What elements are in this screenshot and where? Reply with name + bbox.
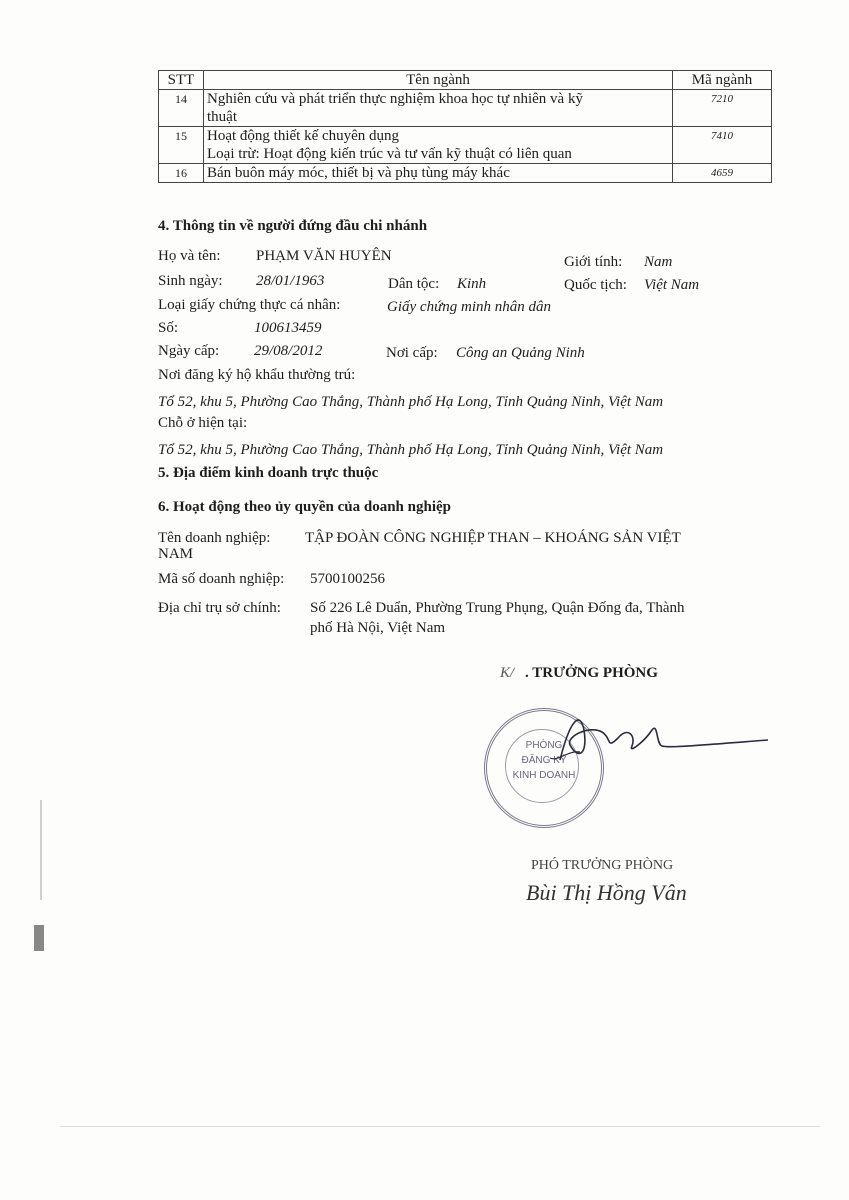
ethnic-value: Kinh: [457, 276, 487, 292]
stamp-line1: PHÒNG: [525, 740, 563, 751]
scan-bottom-line: [60, 1126, 820, 1127]
gender-value: Nam: [644, 254, 673, 270]
current-address-label: Chỗ ở hiện tại:: [158, 415, 248, 431]
signature-prefix: K/: [500, 665, 515, 681]
scan-edge-mark: [40, 800, 42, 900]
signature-scribble: [540, 700, 770, 780]
row-stt: 15: [159, 127, 204, 164]
taxcode-label: Mã số doanh nghiệp:: [158, 571, 285, 587]
section4-heading: 4. Thông tin về người đứng đầu chi nhánh: [158, 218, 428, 234]
issue-place-label: Nơi cấp:: [386, 345, 438, 361]
header-code: Mã ngành: [673, 71, 772, 90]
dob-value: 28/01/1963: [256, 273, 325, 289]
header-stt: STT: [159, 71, 204, 90]
perm-address-value: Tổ 52, khu 5, Phường Cao Thắng, Thành phố Hạ Long, Tỉnh Quảng Ninh, Việt Nam: [158, 394, 664, 410]
stamp-line3: KINH DOANH: [512, 770, 576, 781]
row-name: Bán buôn máy móc, thiết bị và phụ tùng máy khác: [204, 164, 673, 183]
row-stt: 14: [159, 90, 204, 127]
table-header-row: [159, 71, 772, 90]
scan-edge-mark: [34, 925, 44, 951]
company-value-line1: TẬP ĐOÀN CÔNG NGHIỆP THAN – KHOÁNG SẢN VIỆT: [305, 530, 681, 546]
table-row: [159, 127, 772, 164]
row-name: [204, 90, 673, 127]
row-code: 7410: [673, 127, 772, 164]
row-name: [204, 127, 673, 164]
section6-heading: 6. Hoạt động theo ủy quyền của doanh nghiệp: [158, 499, 451, 515]
current-address-value: Tổ 52, khu 5, Phường Cao Thắng, Thành phố Hạ Long, Tỉnh Quảng Ninh, Việt Nam: [158, 442, 664, 458]
row-name-line2: Loại trừ: Hoạt động kiến trúc và tư vấn kỹ thuật có liên quan: [207, 146, 572, 162]
idtype-value: Giấy chứng minh nhân dân: [387, 299, 551, 315]
idno-label: Số:: [158, 320, 179, 336]
deputy-title: PHÓ TRƯỞNG PHÒNG: [531, 858, 674, 873]
name-value: PHẠM VĂN HUYÊN: [256, 248, 392, 264]
signer-name: Bùi Thị Hồng Vân: [526, 880, 687, 905]
idno-value: 100613459: [254, 320, 322, 336]
stamp-line2: ĐĂNG KÝ: [521, 755, 567, 766]
idtype-label: Loại giấy chứng thực cá nhân:: [158, 297, 341, 313]
header-name: Tên ngành: [204, 71, 673, 90]
row-code: 7210: [673, 90, 772, 127]
nationality-value: Việt Nam: [644, 277, 700, 293]
row-code: 4659: [673, 164, 772, 183]
signature-title: . TRƯỞNG PHÒNG: [525, 665, 658, 681]
hq-address-line2: phố Hà Nội, Việt Nam: [310, 620, 446, 636]
hq-address-line1: Số 226 Lê Duẩn, Phường Trung Phụng, Quận Đống đa, Thành: [310, 600, 685, 616]
company-label: Tên doanh nghiệp:: [158, 530, 271, 546]
issue-place-value: Công an Quảng Ninh: [456, 345, 585, 361]
industry-table: [158, 70, 772, 183]
issue-date-label: Ngày cấp:: [158, 343, 220, 359]
ethnic-label: Dân tộc:: [388, 276, 440, 292]
table-row: [159, 164, 772, 183]
issue-date-value: 29/08/2012: [254, 343, 323, 359]
nationality-label: Quốc tịch:: [564, 277, 627, 293]
name-label: Họ và tên:: [158, 248, 221, 264]
hq-address-label: Địa chỉ trụ sở chính:: [158, 600, 281, 616]
gender-label: Giới tính:: [564, 254, 623, 270]
taxcode-value: 5700100256: [310, 571, 385, 587]
row-stt: 16: [159, 164, 204, 183]
row-name-line1: Hoạt động thiết kế chuyên dụng: [207, 128, 400, 144]
row-name-line2: thuật: [207, 109, 237, 125]
row-name-line1: Nghiên cứu và phát triển thực nghiệm khoa học tự nhiên và kỹ: [207, 91, 583, 107]
table-row: [159, 90, 772, 127]
company-value-line2: NAM: [158, 546, 194, 562]
perm-address-label: Nơi đăng ký hộ khẩu thường trú:: [158, 367, 356, 383]
dob-label: Sinh ngày:: [158, 273, 223, 289]
section5-heading: 5. Địa điểm kinh doanh trực thuộc: [158, 465, 379, 481]
